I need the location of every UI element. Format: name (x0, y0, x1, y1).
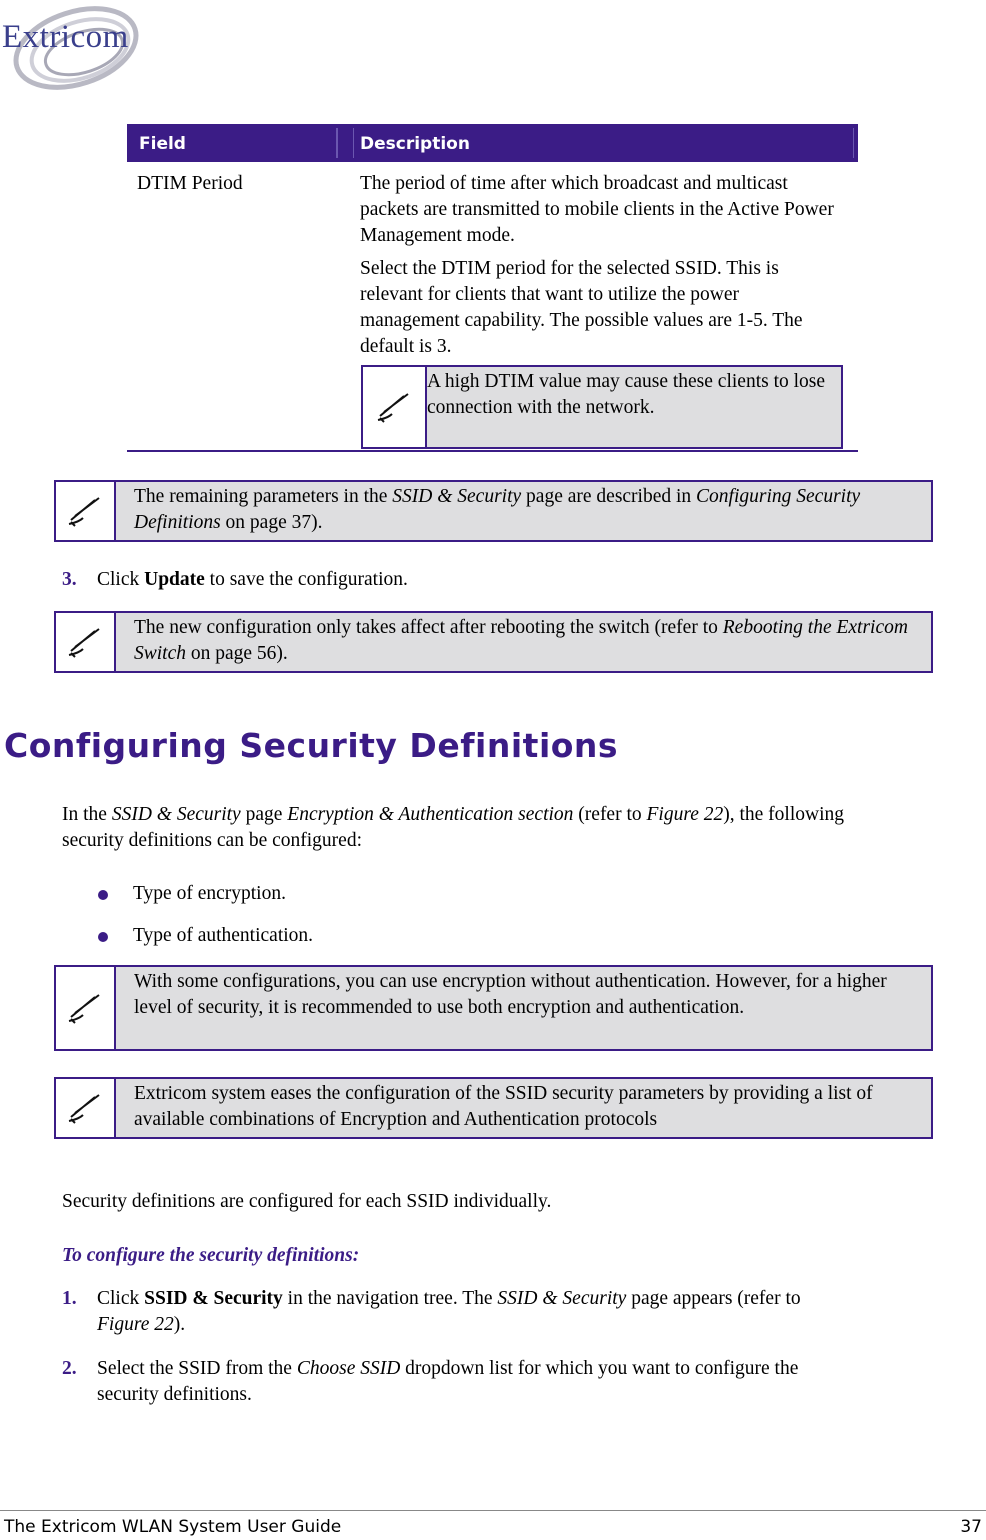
note-remaining-params-text: The remaining parameters in the SSID & Security page are described in Configuring Security Definitions on page 37). (134, 486, 861, 533)
table-cell-desc1: The period of time after which broadcast and multicast packets are transmitted to mobile clients in the Active Power Management mode. (360, 173, 834, 246)
note-pen-icon (56, 613, 116, 671)
paragraph: Security definitions are configured for each SSID individually. (62, 1191, 552, 1212)
note-reboot-text: The new configuration only takes affect after rebooting the switch (refer to Rebooting the Extricom Switch on page 56). (134, 617, 908, 664)
step-2: 2. Select the SSID from the Choose SSID dropdown list for which you want to configure the security definitions. (62, 1358, 799, 1405)
header-description: Description (360, 134, 470, 154)
note-pen-icon (56, 967, 116, 1049)
note-pen-icon (56, 482, 116, 540)
table-cell-field: DTIM Period (137, 173, 243, 194)
table-bottom-rule (127, 450, 858, 452)
table-cell-desc2: Select the DTIM period for the selected SSID. This is relevant for clients that want to utilize the power management capability. The possible values are 1-5. The default is 3. (360, 258, 803, 357)
note-pen-icon (363, 367, 427, 447)
page-number: 37 (960, 1517, 982, 1537)
step-3: 3. Click Update to save the configuration. (62, 569, 408, 590)
table-header (127, 124, 858, 162)
bullet-dot (98, 932, 108, 942)
logo (0, 0, 142, 96)
procedure-title: To configure the security definitions: (62, 1245, 360, 1266)
note-encryption-text: With some configurations, you can use encryption without authentication. However, for a higher level of security, it is recommended to use both encryption and authentication. (134, 971, 887, 1018)
note-remaining-params (54, 480, 933, 542)
footer-title: The Extricom WLAN System User Guide (4, 1517, 342, 1537)
footer-rule (0, 1510, 986, 1511)
note-reboot (54, 611, 933, 673)
note-combinations (54, 1077, 933, 1139)
section-title: Configuring Security Definitions (4, 726, 619, 765)
intro-line2: security definitions can be configured: (62, 830, 362, 851)
intro-line1: In the SSID & Security page Encryption & Authentication section (refer to Figure 22), the following (62, 804, 845, 825)
note-encryption (54, 965, 933, 1051)
step-1: 1. Click SSID & Security in the navigation tree. The SSID & Security page appears (refer to Figure 22). (62, 1288, 801, 1335)
bullet-dot (98, 890, 108, 900)
note-pen-icon (56, 1079, 116, 1137)
logo-text: Extricom (2, 19, 129, 55)
note-combinations-text: Extricom system eases the configuration of the SSID security parameters by providing a list of available combinations of Encryption and Authentication protocols (134, 1083, 873, 1130)
bullet-item: Type of encryption. (133, 883, 286, 904)
table-note: A high DTIM value may cause these clients to lose connection with the network. (361, 365, 843, 449)
header-field: Field (139, 134, 186, 154)
bullet-item: Type of authentication. (133, 925, 314, 946)
